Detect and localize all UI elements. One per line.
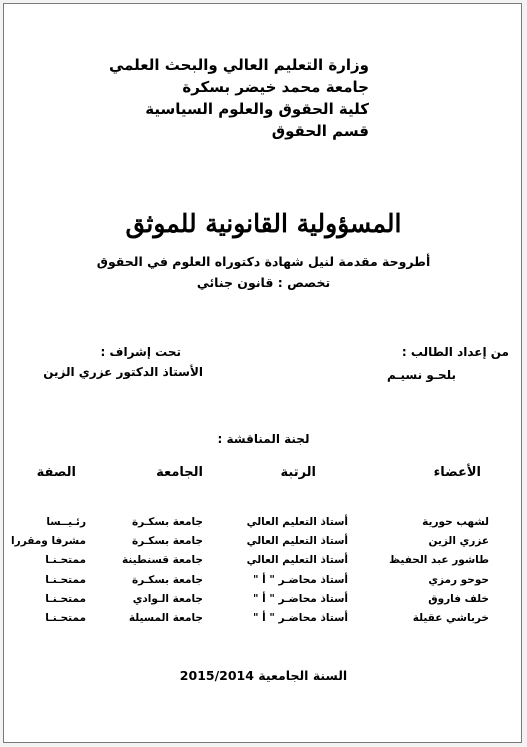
institution-header [109, 54, 369, 142]
table-row [4, 516, 523, 535]
thesis-subtitle: أطروحة مقدمة لنيل شهادة دكتوراه العلوم في الحقوق [96, 254, 431, 269]
rank-column-header: الرتبة [280, 465, 316, 480]
supervisor-label: تحت إشراف : [100, 345, 181, 359]
member-role: مشرفا ومقررا [11, 535, 86, 547]
supervisor-name: الأستاذ الدكتور عزري الزين [43, 365, 203, 379]
university-column-header: الجامعة [156, 465, 203, 480]
role-column-header: الصفة [36, 465, 76, 480]
member-name: طاشور عبد الحفيظ [389, 554, 489, 566]
academic-year: السنة الجامعية 2015/2014 [179, 668, 348, 683]
thesis-title: المسؤولية القانونية للموثق [125, 209, 402, 238]
member-rank: أستاذ التعليم العالي [246, 554, 348, 566]
member-role: ممتحـنـا [45, 554, 86, 566]
table-row [4, 574, 523, 593]
member-university: جامعة قسنطينة [122, 554, 203, 566]
member-name: خرباشي عقيلة [412, 612, 489, 624]
thesis-cover-page [3, 3, 522, 743]
member-role: رئـيــسا [46, 516, 86, 528]
member-name: خلف فاروق [428, 593, 489, 605]
member-role: ممتحـنـا [45, 612, 86, 624]
member-rank: أستاذ محاضـر " أ " [253, 593, 348, 605]
department-line: قسم الحقوق [271, 122, 369, 140]
thesis-specialty: تخصص : قانون جنائي [196, 275, 331, 290]
table-row [4, 593, 523, 612]
member-role: ممتحـنـا [45, 593, 86, 605]
faculty-line: كلية الحقوق والعلوم السياسية [145, 100, 369, 118]
member-role: ممتحـنـا [45, 574, 86, 586]
table-row [4, 554, 523, 573]
member-rank: أستاذ محاضـر " أ " [253, 574, 348, 586]
committee-title: لجنة المناقشة : [217, 432, 310, 446]
ministry-line: وزارة التعليم العالي والبحث العلمي [108, 56, 369, 74]
member-university: جامعة بسكـرة [131, 574, 203, 586]
table-row [4, 612, 523, 631]
member-university: جامعة بسكـرة [131, 535, 203, 547]
member-name: لشهب حورية [422, 516, 489, 528]
member-rank: أستاذ التعليم العالي [246, 516, 348, 528]
table-row [4, 535, 523, 554]
member-name: عزري الزين [428, 535, 489, 547]
student-name: بلحـو نسيـم [387, 368, 456, 382]
university-line: جامعة محمد خيضر بسكرة [182, 78, 369, 96]
student-label: من إعداد الطالب : [401, 345, 509, 359]
member-university: جامعة بسكـرة [131, 516, 203, 528]
member-rank: أستاذ محاضـر " أ " [253, 612, 348, 624]
members-column-header: الأعضاء [433, 465, 481, 480]
member-university: جامعة المسيلة [128, 612, 203, 624]
member-name: حوحو رمزي [428, 574, 489, 586]
member-university: جامعة الـوادي [132, 593, 203, 605]
member-rank: أستاذ التعليم العالي [246, 535, 348, 547]
